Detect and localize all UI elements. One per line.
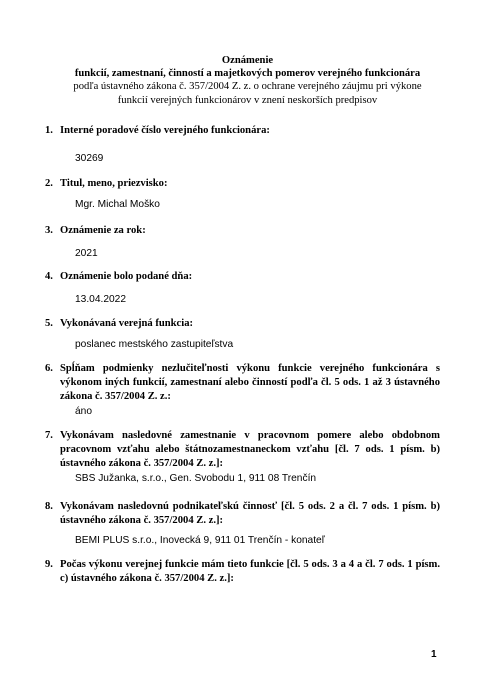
section-1-answer: 30269 <box>75 153 104 164</box>
section-number: 4. <box>45 271 53 282</box>
section-6-answer: áno <box>75 406 92 417</box>
section-2-answer: Mgr. Michal Moško <box>75 199 160 210</box>
section-number: 6. <box>45 363 53 374</box>
section-heading <box>45 362 440 404</box>
section-8 <box>45 500 440 528</box>
section-4 <box>45 270 440 284</box>
header-title: Oznámenie <box>221 55 274 66</box>
section-heading <box>45 317 440 331</box>
section-title: Počas výkonu verejnej funkcie mám tieto funkcie [čl. 5 ods. 3 a 4 a čl. 7 ods. 1 písm. c) ústavného zákona č. 357/2004 Z. z.]: <box>60 559 440 584</box>
section-number: 5. <box>45 318 53 329</box>
section-number: 2. <box>45 178 53 189</box>
section-title: Interné poradové číslo verejného funkcionára: <box>60 125 270 136</box>
section-heading <box>45 558 440 586</box>
section-5-answer: poslanec mestského zastupiteľstva <box>75 339 234 350</box>
section-title: Vykonávaná verejná funkcia: <box>60 318 194 329</box>
header-law-reference-continued: funkcií verejných funkcionárov v znení neskorších predpisov <box>117 94 378 106</box>
section-7 <box>45 429 440 471</box>
section-heading <box>45 429 440 471</box>
section-heading <box>45 500 440 528</box>
section-8-answer: BEMI PLUS s.r.o., Inovecká 9, 911 01 Trenčín - konateľ <box>75 535 325 546</box>
header-subtitle: funkcií, zamestnaní, činností a majetkových pomerov verejného funkcionára <box>74 68 421 80</box>
section-6 <box>45 362 440 404</box>
section-9 <box>45 558 440 586</box>
section-title: Vykonávam nasledovnú podnikateľskú činnosť [čl. 5 ods. 2 a čl. 7 ods. 1 písm. b) ústavného zákona č. 357/2004 Z. z.]: <box>60 501 440 526</box>
section-title: Oznámenie bolo podané dňa: <box>60 271 193 282</box>
section-title: Oznámenie za rok: <box>60 225 146 236</box>
section-5 <box>45 317 440 331</box>
section-heading <box>45 224 440 238</box>
section-2 <box>45 177 440 191</box>
section-title: Vykonávam nasledovné zamestnanie v pracovnom pomere alebo obdobnom pracovnom vzťahu alebo štátnozamestnaneckom vzťahu [čl. 7 ods. 1 písm. b) ústavného zákona č. 357/2004 Z. z.]: <box>60 430 440 469</box>
section-1 <box>45 124 440 138</box>
section-3-answer: 2021 <box>75 248 98 259</box>
section-number: 3. <box>45 225 53 236</box>
section-heading <box>45 270 440 284</box>
section-title: Titul, meno, priezvisko: <box>60 178 168 189</box>
section-7-answer: SBS Južanka, s.r.o., Gen. Svobodu 1, 911 08 Trenčín <box>75 473 317 484</box>
header-law-reference: podľa ústavného zákona č. 357/2004 Z. z. o ochrane verejného záujmu pri výkone <box>73 81 422 93</box>
section-number: 8. <box>45 501 53 512</box>
section-heading <box>45 177 440 191</box>
section-heading <box>45 124 440 138</box>
document-header <box>40 54 455 107</box>
section-4-answer: 13.04.2022 <box>75 294 126 305</box>
section-number: 7. <box>45 430 53 441</box>
section-number: 1. <box>45 125 53 136</box>
section-title: Spĺňam podmienky nezlučiteľnosti výkonu funkcie verejného funkcionára s výkonom iných funkcií, zamestnaní alebo činností podľa čl. 5 ods. 1 až 3 ústavného zákona č. 357/2004 Z. z.: <box>60 363 440 402</box>
section-3 <box>45 224 440 238</box>
section-number: 9. <box>45 559 53 570</box>
page-number: 1 <box>431 649 437 660</box>
